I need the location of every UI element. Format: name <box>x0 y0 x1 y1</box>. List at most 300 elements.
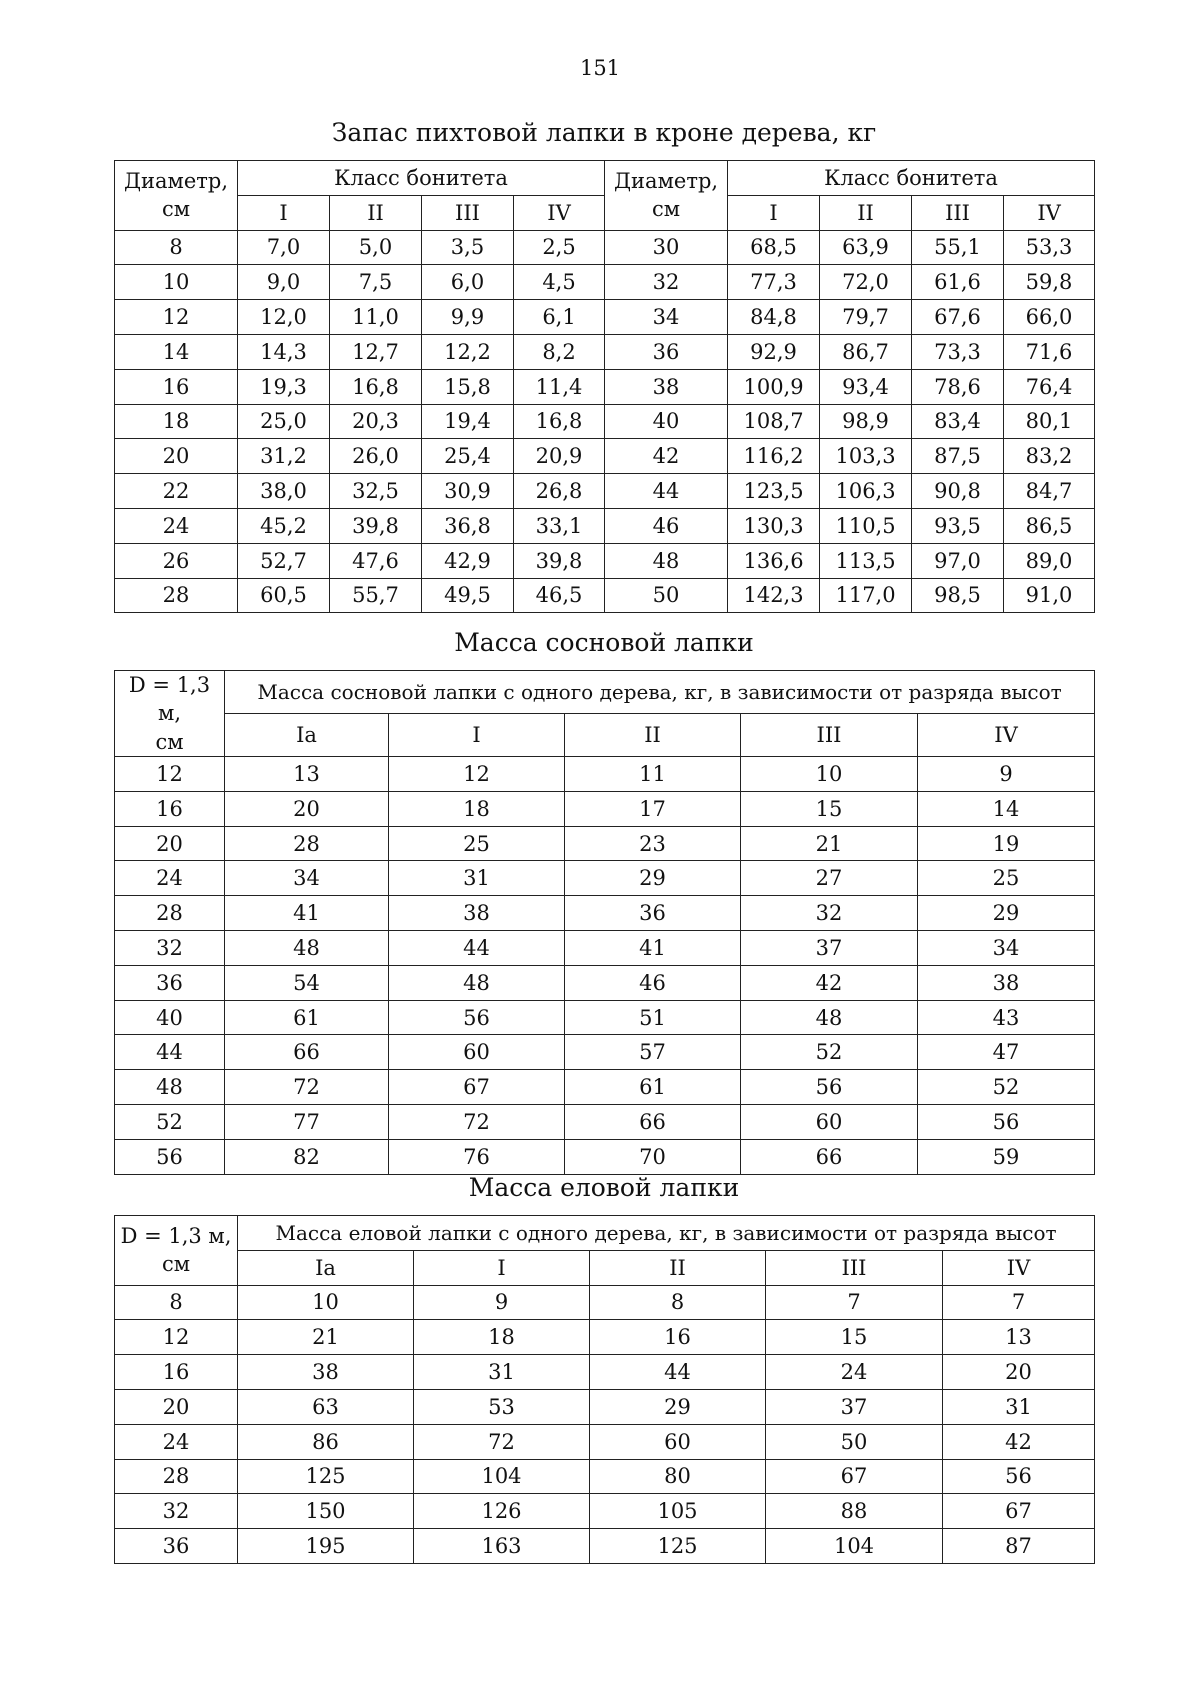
table-cell: 61,6 <box>912 265 1004 300</box>
table-cell: 142,3 <box>728 578 820 613</box>
table-cell: 52 <box>115 1105 225 1140</box>
table-cell: 9,9 <box>422 300 514 335</box>
table-cell: 60 <box>741 1105 918 1140</box>
table-cell: 34 <box>225 861 389 896</box>
table-cell: 45,2 <box>238 508 330 543</box>
table-cell: 195 <box>238 1529 414 1564</box>
table-row <box>115 757 1095 792</box>
table-cell: 71,6 <box>1004 334 1095 369</box>
class-col-header: III <box>422 195 514 230</box>
table-cell: 63,9 <box>820 230 912 265</box>
table-cell: 41 <box>225 896 389 931</box>
table-cell: 36 <box>605 334 728 369</box>
table-cell: 117,0 <box>820 578 912 613</box>
table-cell: 31 <box>943 1389 1095 1424</box>
table-cell: 39,8 <box>514 543 605 578</box>
table-cell: 27 <box>741 861 918 896</box>
table-cell: 10 <box>741 757 918 792</box>
table-cell: 25,0 <box>238 404 330 439</box>
height-class-header: Ia <box>238 1250 414 1285</box>
table-cell: 29 <box>565 861 741 896</box>
height-class-header: II <box>590 1250 766 1285</box>
table-row <box>115 1459 1095 1494</box>
table-cell: 16 <box>590 1320 766 1355</box>
table-cell: 46,5 <box>514 578 605 613</box>
table-cell: 12 <box>115 757 225 792</box>
table-cell: 13 <box>943 1320 1095 1355</box>
height-class-header: II <box>565 714 741 757</box>
table-cell: 67 <box>943 1494 1095 1529</box>
table-cell: 28 <box>115 578 238 613</box>
table-cell: 88 <box>766 1494 943 1529</box>
table-cell: 53 <box>414 1389 590 1424</box>
table-cell: 15 <box>766 1320 943 1355</box>
table-cell: 78,6 <box>912 369 1004 404</box>
table-cell: 61 <box>225 1000 389 1035</box>
height-class-header: Ia <box>225 714 389 757</box>
table-cell: 8,2 <box>514 334 605 369</box>
class-col-header: II <box>330 195 422 230</box>
table-cell: 66,0 <box>1004 300 1095 335</box>
table-cell: 11,4 <box>514 369 605 404</box>
table-row <box>115 439 1095 474</box>
table-cell: 7 <box>943 1285 1095 1320</box>
table-cell: 57 <box>565 1035 741 1070</box>
table-cell: 126 <box>414 1494 590 1529</box>
table-cell: 100,9 <box>728 369 820 404</box>
table-cell: 68,5 <box>728 230 820 265</box>
table-cell: 48 <box>225 931 389 966</box>
table-cell: 103,3 <box>820 439 912 474</box>
table-cell: 31,2 <box>238 439 330 474</box>
table-row <box>115 474 1095 509</box>
table-cell: 44 <box>115 1035 225 1070</box>
table-cell: 20,9 <box>514 439 605 474</box>
pine-branch-table <box>114 670 1095 1175</box>
height-class-header: III <box>766 1250 943 1285</box>
table-cell: 32,5 <box>330 474 422 509</box>
table-cell: 36 <box>565 896 741 931</box>
table-cell: 12,7 <box>330 334 422 369</box>
table-cell: 87 <box>943 1529 1095 1564</box>
table-cell: 84,8 <box>728 300 820 335</box>
table-cell: 38 <box>918 965 1095 1000</box>
table-row <box>115 1529 1095 1564</box>
table-cell: 10 <box>238 1285 414 1320</box>
table-cell: 31 <box>414 1355 590 1390</box>
table-cell: 59 <box>918 1139 1095 1174</box>
table-cell: 67 <box>766 1459 943 1494</box>
table-row <box>115 334 1095 369</box>
table-cell: 72 <box>414 1424 590 1459</box>
table-cell: 80,1 <box>1004 404 1095 439</box>
table-cell: 125 <box>590 1529 766 1564</box>
table-cell: 8 <box>115 1285 238 1320</box>
table-cell: 113,5 <box>820 543 912 578</box>
table-cell: 98,5 <box>912 578 1004 613</box>
table-cell: 12,2 <box>422 334 514 369</box>
table-cell: 47,6 <box>330 543 422 578</box>
table-cell: 21 <box>238 1320 414 1355</box>
table-cell: 66 <box>741 1139 918 1174</box>
table-cell: 11,0 <box>330 300 422 335</box>
table-cell: 76 <box>389 1139 565 1174</box>
table-row <box>115 508 1095 543</box>
table-cell: 26,8 <box>514 474 605 509</box>
table-cell: 38,0 <box>238 474 330 509</box>
table-cell: 16,8 <box>514 404 605 439</box>
table-cell: 31 <box>389 861 565 896</box>
table-cell: 130,3 <box>728 508 820 543</box>
table-cell: 104 <box>766 1529 943 1564</box>
table-cell: 19,3 <box>238 369 330 404</box>
table-row <box>115 791 1095 826</box>
table-cell: 16,8 <box>330 369 422 404</box>
table-row <box>115 230 1095 265</box>
table-cell: 32 <box>741 896 918 931</box>
fir-table-body <box>115 230 1095 613</box>
table-cell: 24 <box>115 1424 238 1459</box>
table-cell: 18 <box>414 1320 590 1355</box>
table-cell: 16 <box>115 791 225 826</box>
table-row <box>115 1070 1095 1105</box>
table-cell: 3,5 <box>422 230 514 265</box>
table-cell: 72,0 <box>820 265 912 300</box>
table-cell: 70 <box>565 1139 741 1174</box>
table-cell: 28 <box>225 826 389 861</box>
class-header-left: Класс бонитета <box>238 161 605 196</box>
page-number: 151 <box>579 56 621 80</box>
class-col-header: I <box>238 195 330 230</box>
table-cell: 44 <box>389 931 565 966</box>
table-cell: 4,5 <box>514 265 605 300</box>
table-cell: 67 <box>389 1070 565 1105</box>
table-cell: 163 <box>414 1529 590 1564</box>
d-header <box>115 1216 238 1286</box>
table-cell: 23 <box>565 826 741 861</box>
table-cell: 55,7 <box>330 578 422 613</box>
table-cell: 72 <box>225 1070 389 1105</box>
table-row <box>115 1320 1095 1355</box>
table-cell: 40 <box>115 1000 225 1035</box>
table-cell: 48 <box>605 543 728 578</box>
height-class-header: I <box>414 1250 590 1285</box>
table-cell: 38 <box>605 369 728 404</box>
table-cell: 24 <box>115 508 238 543</box>
table-cell: 43 <box>918 1000 1095 1035</box>
table-cell: 42,9 <box>422 543 514 578</box>
table-cell: 32 <box>605 265 728 300</box>
height-class-header: IV <box>943 1250 1095 1285</box>
table-cell: 34 <box>605 300 728 335</box>
table-cell: 40 <box>605 404 728 439</box>
table-cell: 60,5 <box>238 578 330 613</box>
table-cell: 42 <box>605 439 728 474</box>
table-cell: 42 <box>943 1424 1095 1459</box>
table-cell: 93,4 <box>820 369 912 404</box>
table-cell: 59,8 <box>1004 265 1095 300</box>
diameter-header-unit: см <box>161 197 191 222</box>
table-cell: 104 <box>414 1459 590 1494</box>
table-cell: 44 <box>605 474 728 509</box>
table-cell: 56 <box>943 1459 1095 1494</box>
table-cell: 42 <box>741 965 918 1000</box>
d-header-unit: см <box>161 1252 191 1277</box>
table-cell: 20 <box>115 439 238 474</box>
class-col-header: II <box>820 195 912 230</box>
table-cell: 16 <box>115 369 238 404</box>
table-cell: 24 <box>115 861 225 896</box>
table-cell: 93,5 <box>912 508 1004 543</box>
table-row <box>115 1285 1095 1320</box>
d-header-label: D = 1,3 м, <box>128 673 211 726</box>
table-cell: 82 <box>225 1139 389 1174</box>
table-cell: 46 <box>565 965 741 1000</box>
table-cell: 44 <box>590 1355 766 1390</box>
table-cell: 19,4 <box>422 404 514 439</box>
table-cell: 77,3 <box>728 265 820 300</box>
table-row <box>115 965 1095 1000</box>
table-cell: 21 <box>741 826 918 861</box>
table-cell: 16 <box>115 1355 238 1390</box>
table-cell: 56 <box>918 1105 1095 1140</box>
class-col-header: IV <box>1004 195 1095 230</box>
height-class-header: IV <box>918 714 1095 757</box>
table-cell: 60 <box>389 1035 565 1070</box>
pine-table-title: Масса сосновой лапки <box>454 628 754 657</box>
table-cell: 80 <box>590 1459 766 1494</box>
table-row <box>115 369 1095 404</box>
table-cell: 36 <box>115 965 225 1000</box>
table-cell: 5,0 <box>330 230 422 265</box>
table-cell: 54 <box>225 965 389 1000</box>
table-row <box>115 1389 1095 1424</box>
table-cell: 25 <box>918 861 1095 896</box>
table-cell: 86 <box>238 1424 414 1459</box>
table-cell: 38 <box>389 896 565 931</box>
table-cell: 19 <box>918 826 1095 861</box>
table-cell: 32 <box>115 1494 238 1529</box>
spruce-table-body <box>115 1285 1095 1563</box>
fir-branch-table <box>114 160 1095 613</box>
table-cell: 30,9 <box>422 474 514 509</box>
diameter-header-right <box>605 161 728 231</box>
table-cell: 12 <box>389 757 565 792</box>
table-cell: 7,0 <box>238 230 330 265</box>
table-cell: 83,2 <box>1004 439 1095 474</box>
table-cell: 22 <box>115 474 238 509</box>
table-row <box>115 931 1095 966</box>
table-cell: 13 <box>225 757 389 792</box>
table-row <box>115 265 1095 300</box>
table-cell: 41 <box>565 931 741 966</box>
table-cell: 7,5 <box>330 265 422 300</box>
table-cell: 83,4 <box>912 404 1004 439</box>
table-cell: 73,3 <box>912 334 1004 369</box>
table-cell: 55,1 <box>912 230 1004 265</box>
table-row <box>115 578 1095 613</box>
table-cell: 48 <box>115 1070 225 1105</box>
table-cell: 90,8 <box>912 474 1004 509</box>
table-cell: 20,3 <box>330 404 422 439</box>
table-cell: 25 <box>389 826 565 861</box>
fir-table-title: Запас пихтовой лапки в кроне дерева, кг <box>331 118 877 147</box>
table-cell: 39,8 <box>330 508 422 543</box>
table-cell: 6,1 <box>514 300 605 335</box>
mass-header: Масса сосновой лапки с одного дерева, кг, в зависимости от разряда высот <box>225 671 1095 714</box>
table-cell: 7 <box>766 1285 943 1320</box>
table-cell: 29 <box>590 1389 766 1424</box>
table-cell: 53,3 <box>1004 230 1095 265</box>
table-row <box>115 543 1095 578</box>
table-cell: 136,6 <box>728 543 820 578</box>
table-cell: 56 <box>115 1139 225 1174</box>
table-row <box>115 404 1095 439</box>
table-cell: 2,5 <box>514 230 605 265</box>
table-cell: 8 <box>115 230 238 265</box>
table-cell: 10 <box>115 265 238 300</box>
table-cell: 20 <box>225 791 389 826</box>
spruce-branch-table <box>114 1215 1095 1564</box>
table-cell: 63 <box>238 1389 414 1424</box>
table-cell: 50 <box>605 578 728 613</box>
table-cell: 28 <box>115 1459 238 1494</box>
table-cell: 26 <box>115 543 238 578</box>
table-cell: 66 <box>225 1035 389 1070</box>
diameter-header-left <box>115 161 238 231</box>
table-cell: 77 <box>225 1105 389 1140</box>
class-col-header: I <box>728 195 820 230</box>
table-row <box>115 1139 1095 1174</box>
table-cell: 52 <box>918 1070 1095 1105</box>
table-cell: 97,0 <box>912 543 1004 578</box>
height-class-header: III <box>741 714 918 757</box>
table-cell: 6,0 <box>422 265 514 300</box>
table-row <box>115 1424 1095 1459</box>
table-cell: 50 <box>766 1424 943 1459</box>
class-col-header: III <box>912 195 1004 230</box>
table-cell: 37 <box>741 931 918 966</box>
table-cell: 67,6 <box>912 300 1004 335</box>
table-row <box>115 1494 1095 1529</box>
table-cell: 33,1 <box>514 508 605 543</box>
table-cell: 9 <box>414 1285 590 1320</box>
table-cell: 76,4 <box>1004 369 1095 404</box>
table-row <box>115 1105 1095 1140</box>
table-row <box>115 896 1095 931</box>
height-class-header: I <box>389 714 565 757</box>
table-cell: 72 <box>389 1105 565 1140</box>
table-cell: 150 <box>238 1494 414 1529</box>
spruce-table-title: Масса еловой лапки <box>468 1173 740 1202</box>
table-cell: 106,3 <box>820 474 912 509</box>
table-cell: 86,5 <box>1004 508 1095 543</box>
table-cell: 38 <box>238 1355 414 1390</box>
table-cell: 56 <box>741 1070 918 1105</box>
table-cell: 47 <box>918 1035 1095 1070</box>
table-cell: 8 <box>590 1285 766 1320</box>
table-cell: 52,7 <box>238 543 330 578</box>
d-header <box>115 671 225 757</box>
table-cell: 24 <box>766 1355 943 1390</box>
table-row <box>115 300 1095 335</box>
table-cell: 30 <box>605 230 728 265</box>
table-cell: 79,7 <box>820 300 912 335</box>
table-cell: 105 <box>590 1494 766 1529</box>
table-cell: 46 <box>605 508 728 543</box>
table-cell: 9,0 <box>238 265 330 300</box>
table-row <box>115 1355 1095 1390</box>
table-cell: 116,2 <box>728 439 820 474</box>
table-cell: 123,5 <box>728 474 820 509</box>
table-cell: 20 <box>943 1355 1095 1390</box>
table-cell: 20 <box>115 826 225 861</box>
table-cell: 66 <box>565 1105 741 1140</box>
table-cell: 20 <box>115 1389 238 1424</box>
table-row <box>115 826 1095 861</box>
diameter-header-label: Диаметр, <box>613 168 719 193</box>
table-cell: 36 <box>115 1529 238 1564</box>
table-cell: 12,0 <box>238 300 330 335</box>
table-cell: 29 <box>918 896 1095 931</box>
table-row <box>115 1000 1095 1035</box>
table-cell: 60 <box>590 1424 766 1459</box>
table-cell: 9 <box>918 757 1095 792</box>
table-cell: 17 <box>565 791 741 826</box>
pine-table-body <box>115 757 1095 1175</box>
table-cell: 61 <box>565 1070 741 1105</box>
table-cell: 25,4 <box>422 439 514 474</box>
table-cell: 87,5 <box>912 439 1004 474</box>
table-cell: 51 <box>565 1000 741 1035</box>
table-cell: 48 <box>741 1000 918 1035</box>
class-col-header: IV <box>514 195 605 230</box>
table-cell: 14 <box>115 334 238 369</box>
table-cell: 89,0 <box>1004 543 1095 578</box>
table-cell: 37 <box>766 1389 943 1424</box>
table-cell: 84,7 <box>1004 474 1095 509</box>
table-cell: 15,8 <box>422 369 514 404</box>
table-cell: 14,3 <box>238 334 330 369</box>
d-header-label: D = 1,3 м, <box>120 1223 232 1248</box>
table-cell: 125 <box>238 1459 414 1494</box>
class-header-right: Класс бонитета <box>728 161 1095 196</box>
table-cell: 49,5 <box>422 578 514 613</box>
table-cell: 18 <box>115 404 238 439</box>
table-cell: 52 <box>741 1035 918 1070</box>
table-cell: 110,5 <box>820 508 912 543</box>
table-cell: 91,0 <box>1004 578 1095 613</box>
table-cell: 32 <box>115 931 225 966</box>
table-cell: 36,8 <box>422 508 514 543</box>
table-cell: 98,9 <box>820 404 912 439</box>
table-cell: 15 <box>741 791 918 826</box>
table-row <box>115 1035 1095 1070</box>
table-cell: 12 <box>115 300 238 335</box>
d-header-unit: см <box>155 729 184 754</box>
table-cell: 108,7 <box>728 404 820 439</box>
mass-header: Масса еловой лапки с одного дерева, кг, в зависимости от разряда высот <box>238 1216 1095 1251</box>
diameter-header-unit: см <box>651 197 681 222</box>
table-cell: 26,0 <box>330 439 422 474</box>
table-cell: 28 <box>115 896 225 931</box>
table-cell: 12 <box>115 1320 238 1355</box>
table-row <box>115 861 1095 896</box>
diameter-header-label: Диаметр, <box>123 168 229 193</box>
table-cell: 14 <box>918 791 1095 826</box>
table-cell: 34 <box>918 931 1095 966</box>
table-cell: 56 <box>389 1000 565 1035</box>
